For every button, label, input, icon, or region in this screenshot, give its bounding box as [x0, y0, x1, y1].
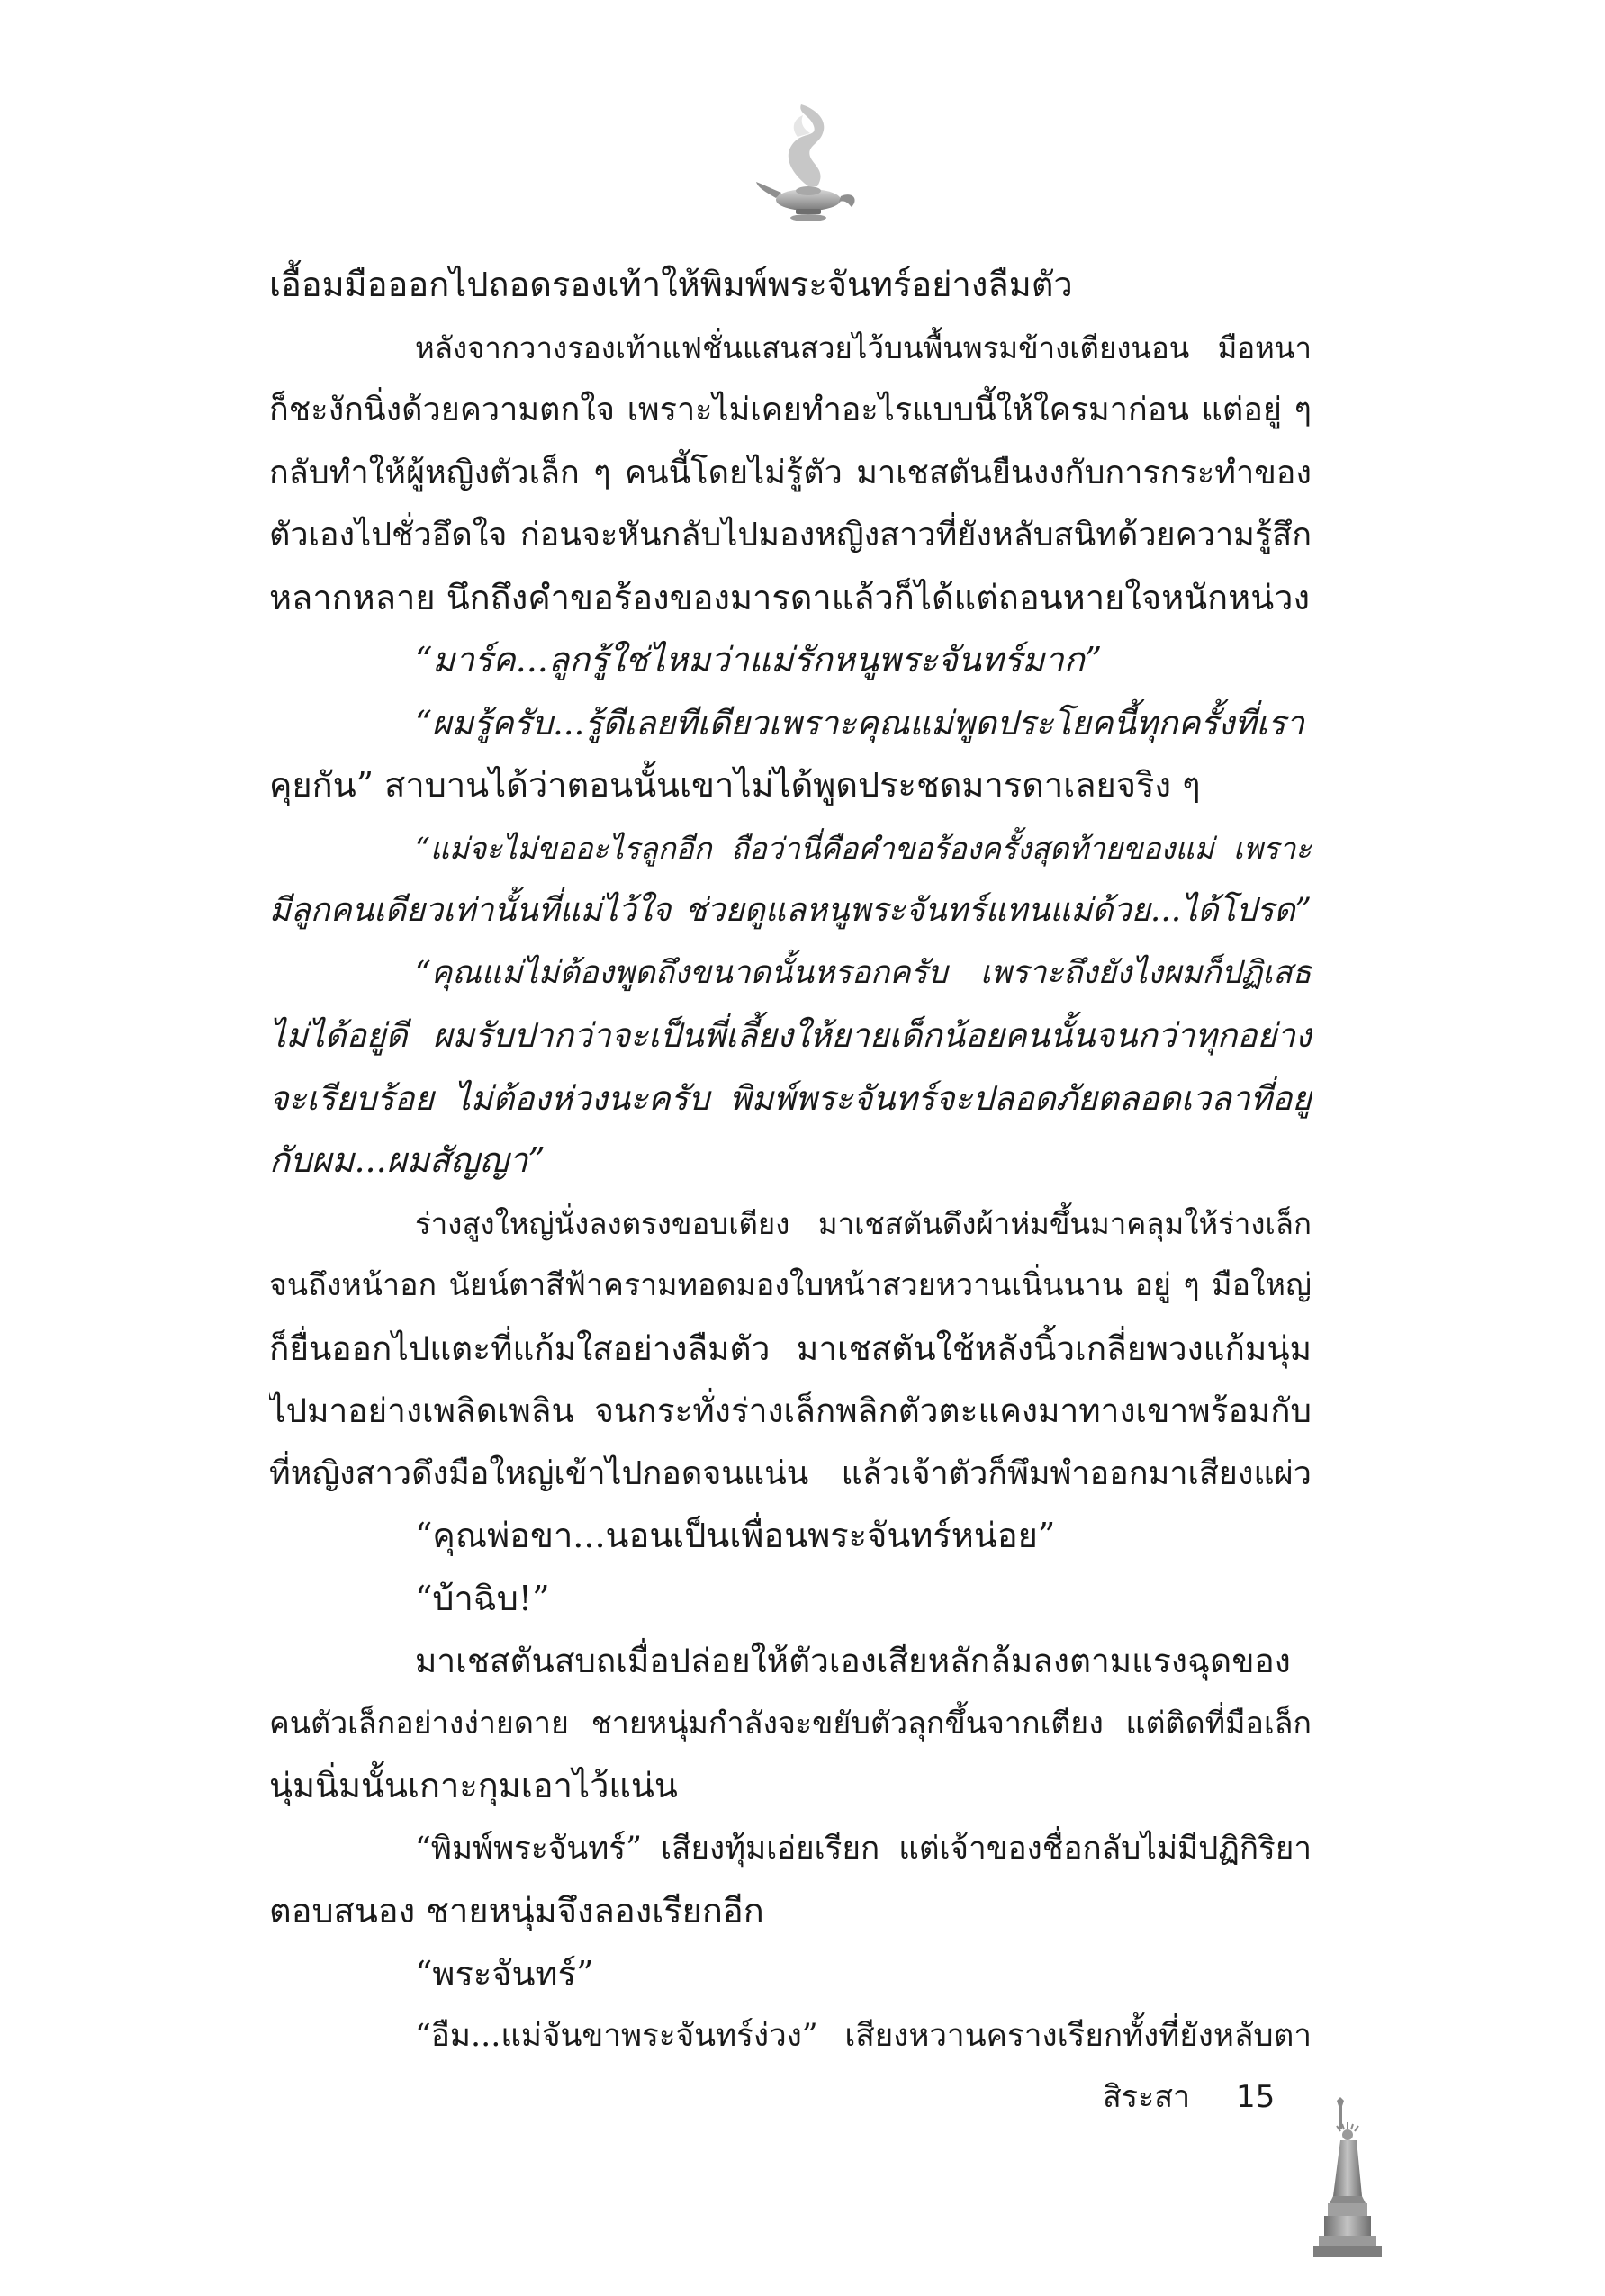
body-text — [269, 254, 1312, 2068]
text-line: ก็ชะงักนิ่งด้วยความตกใจ เพราะไม่เคยทำอะไรแบบนี้ให้ใครมาก่อน แต่อยู่ ๆ — [269, 392, 1312, 428]
genie-lamp-icon — [754, 101, 862, 227]
text-line: ตอบสนอง ชายหนุ่มจึงลองเรียกอีก — [269, 1891, 764, 1931]
text-line: คุยกัน” สาบานได้ว่าตอนนั้นเขาไม่ได้พูดประชดมารดาเลยจริง ๆ — [269, 765, 1201, 805]
text-line: กับผม...ผมสัญญา” — [269, 1140, 546, 1180]
text-line: เอื้อมมือออกไปถอดรองเท้าให้พิมพ์พระจันทร์อย่างลืมตัว — [269, 265, 1073, 304]
text-line: ก็ยื่นออกไปแตะที่แก้มใสอย่างลืมตัว มาเชสตันใช้หลังนิ้วเกลี่ยพวงแก้มนุ่ม — [269, 1328, 1312, 1368]
statue-of-liberty-icon — [1310, 2097, 1382, 2259]
text-line: คนตัวเล็กอย่างง่ายดาย ชายหนุ่มกำลังจะขยับตัวลุกขึ้นจากเตียง แต่ติดที่มือเล็ก — [269, 1705, 1312, 1742]
text-line: มีลูกคนเดียวเท่านั้นที่แม่ไว้ใจ ช่วยดูแลหนูพระจันทร์แทนแม่ด้วย...ได้โปรด” — [269, 892, 1312, 929]
text-line: “คุณพ่อขา...นอนเป็นเพื่อนพระจันทร์หน่อย” — [415, 1516, 1056, 1555]
text-line: กลับทำให้ผู้หญิงตัวเล็ก ๆ คนนี้โดยไม่รู้ตัว มาเชสตันยืนงงกับการกระทำของ — [269, 454, 1312, 491]
text-line: “พระจันทร์” — [415, 1953, 594, 1994]
text-line: นุ่มนิ่มนั้นเกาะกุมเอาไว้แน่น — [269, 1766, 678, 1805]
text-line: จะเรียบร้อย ไม่ต้องห่วงนะครับ พิมพ์พระจันทร์จะปลอดภัยตลอดเวลาที่อยู่ — [269, 1078, 1312, 1118]
text-line: “อืม...แม่จันขาพระจันทร์ง่วง” เสียงหวานครางเรียกทั้งที่ยังหลับตา — [415, 2018, 1312, 2054]
text-line: ไม่ได้อยู่ดี ผมรับปากว่าจะเป็นพี่เลี้ยงให้ยายเด็กน้อยคนนั้นจนกว่าทุกอย่าง — [269, 1016, 1312, 1055]
text-line: “บ้าฉิบ!” — [415, 1578, 550, 1618]
text-line: หลังจากวางรองเท้าแฟชั่นแสนสวยไว้บนพื้นพรมข้างเตียงนอน มือหนา — [415, 329, 1312, 365]
page-footer — [1103, 2070, 1275, 2124]
text-line: ตัวเองไปชั่วอึดใจ ก่อนจะหันกลับไปมองหญิงสาวที่ยังหลับสนิทด้วยความรู้สึก — [269, 517, 1312, 554]
book-title: สิระสา — [1103, 2079, 1191, 2115]
text-line: มาเชสตันสบถเมื่อปล่อยให้ตัวเองเสียหลักล้มลงตามแรงฉุดของ — [415, 1642, 1291, 1680]
text-line: “ผมรู้ครับ...รู้ดีเลยทีเดียวเพราะคุณแม่พูดประโยคนี้ทุกครั้งที่เรา — [415, 703, 1304, 743]
text-line: “คุณแม่ไม่ต้องพูดถึงขนาดนั้นหรอกครับ เพราะถึงยังไงผมก็ปฏิเสธ — [415, 954, 1312, 991]
text-line: “แม่จะไม่ขออะไรลูกอีก ถือว่านี่คือคำขอร้องครั้งสุดท้ายของแม่ เพราะ — [415, 830, 1312, 866]
page-number: 15 — [1235, 2079, 1276, 2115]
text-line: “พิมพ์พระจันทร์” เสียงทุ้มเอ่ยเรียก แต่เจ้าของชื่อกลับไม่มีปฏิกิริยา — [415, 1830, 1312, 1867]
text-line: จนถึงหน้าอก นัยน์ตาสีฟ้าครามทอดมองใบหน้าสวยหวานเนิ่นนาน อยู่ ๆ มือใหญ่ — [269, 1267, 1312, 1303]
text-line: ร่างสูงใหญ่นั่งลงตรงขอบเตียง มาเชสตันดึงผ้าห่มขึ้นมาคลุมให้ร่างเล็ก — [415, 1205, 1312, 1241]
text-line: “มาร์ค...ลูกรู้ใช่ไหมว่าแม่รักหนูพระจันทร์มาก” — [415, 640, 1103, 680]
text-line: ที่หญิงสาวดึงมือใหญ่เข้าไปกอดจนแน่น แล้วเจ้าตัวก็พึมพำออกมาเสียงแผ่ว — [269, 1454, 1312, 1492]
text-line: หลากหลาย นึกถึงคำขอร้องของมารดาแล้วก็ได้แต่ถอนหายใจหนักหน่วง — [269, 577, 1311, 617]
text-line: ไปมาอย่างเพลิดเพลิน จนกระทั่งร่างเล็กพลิกตัวตะแคงมาทางเขาพร้อมกับ — [269, 1391, 1312, 1430]
